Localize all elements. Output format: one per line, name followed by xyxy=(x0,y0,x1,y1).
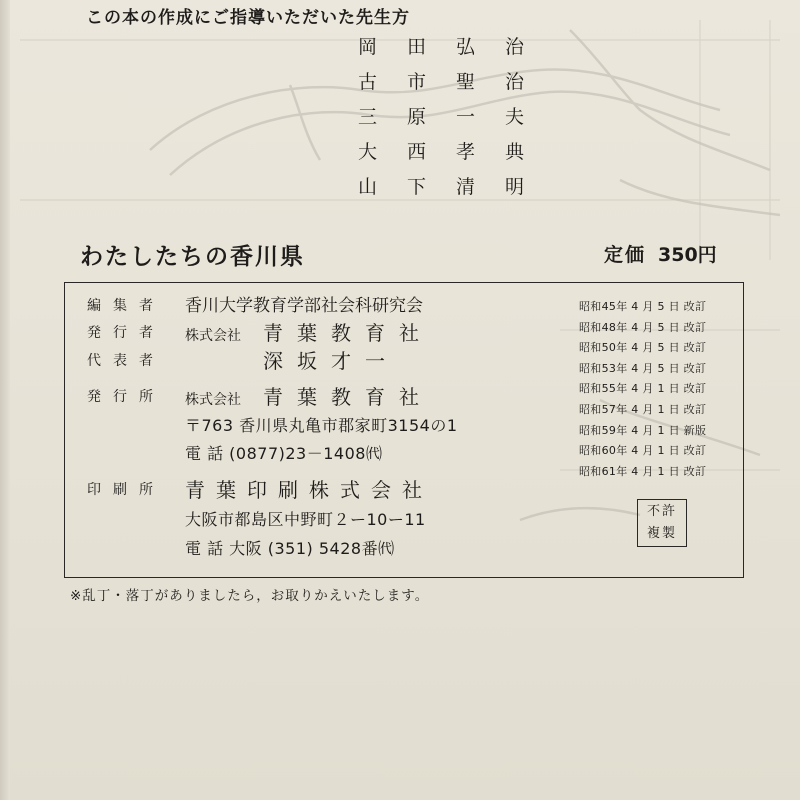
revision-entry: 昭和45年 4 月 5 日 改訂 xyxy=(579,300,707,313)
revision-entry: 昭和48年 4 月 5 日 改訂 xyxy=(579,320,707,334)
publishing-office-company-type: 株式会社 xyxy=(185,392,241,408)
advisor-name: 古 市 聖 治 xyxy=(358,71,524,93)
advisor-name: 三 原 一 夫 xyxy=(358,106,524,128)
advisor-name: 山 下 清 明 xyxy=(358,176,524,198)
printer-company: 青葉印刷株式会社 xyxy=(185,478,433,502)
publisher-company-type: 株式会社 xyxy=(185,328,241,344)
book-title: わたしたちの香川県 xyxy=(80,244,305,270)
replacement-notice: ※乱丁・落丁がありましたら，お取りかえいたします。 xyxy=(70,588,430,604)
colophon-box xyxy=(64,282,744,578)
editor-label: 編 集 者 xyxy=(87,298,153,314)
revision-entry: 昭和55年 4 月 1 日 改訂 xyxy=(579,382,707,396)
revision-entry: 昭和50年 4 月 5 日 改訂 xyxy=(579,341,707,355)
revision-entry: 昭和53年 4 月 5 日 改訂 xyxy=(579,361,707,375)
price xyxy=(604,240,717,267)
revision-entry: 昭和59年 4 月 1 日 新版 xyxy=(579,423,707,437)
printer-phone: 電 話 大阪 (351) 5428番㈹ xyxy=(185,539,395,558)
advisor-name: 大 西 孝 典 xyxy=(358,141,524,163)
publishing-office-phone: 電 話 (0877)23－1408㈹ xyxy=(185,444,383,463)
revision-entry: 昭和60年 4 月 1 日 改訂 xyxy=(579,444,707,458)
price-label: 定価 xyxy=(604,244,647,266)
revision-history xyxy=(579,297,706,482)
printer-address: 大阪市都島区中野町２ー10ー11 xyxy=(185,510,426,529)
printer-label: 印 刷 所 xyxy=(87,482,153,498)
advisors-heading: この本の作成にご指導いただいた先生方 xyxy=(86,8,410,28)
publisher-label: 発 行 者 xyxy=(87,325,153,341)
copyright-stamp: 不許 複製 xyxy=(637,499,687,547)
publishing-office-label: 発 行 所 xyxy=(87,389,153,405)
revision-entry: 昭和61年 4 月 1 日 改訂 xyxy=(579,464,707,478)
advisors-list xyxy=(358,30,524,205)
advisor-name: 岡 田 弘 治 xyxy=(358,36,524,58)
publisher-company: 青葉教育社 xyxy=(263,321,433,345)
price-amount: 350円 xyxy=(658,244,717,266)
revision-entry: 昭和57年 4 月 1 日 改訂 xyxy=(579,402,707,416)
publishing-office-address: 〒763 香川県丸亀市郡家町3154の1 xyxy=(185,416,458,435)
representative-name: 深坂才一 xyxy=(263,349,399,373)
publishing-office-company: 青葉教育社 xyxy=(263,385,433,409)
editor-value: 香川大学教育学部社会科研究会 xyxy=(185,296,423,316)
representative-label: 代 表 者 xyxy=(87,353,153,369)
